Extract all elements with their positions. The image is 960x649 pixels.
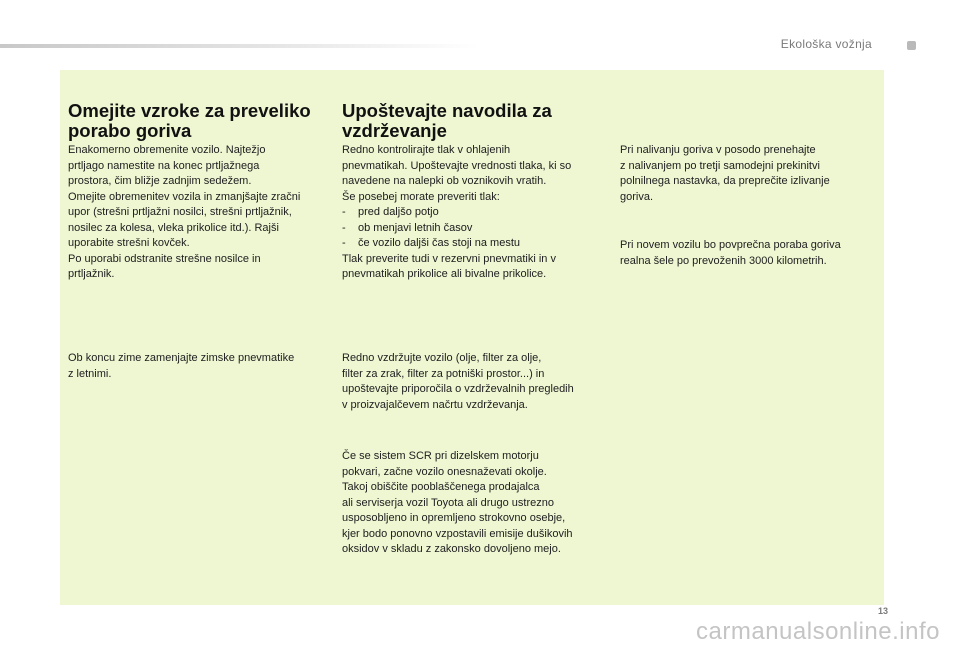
list-item: - če vozilo daljši čas stoji na mestu xyxy=(342,237,521,249)
paragraph-refuelling: Pri nalivanju goriva v posodo prenehajte z nalivanjem po tretji samodejni prekinitvi polnilnega nastavka, da preprečite izlivanje goriva. xyxy=(620,144,830,203)
col2-service-block xyxy=(342,351,604,413)
col1-paragraph-tyres xyxy=(68,351,330,382)
page-number: 13 xyxy=(877,606,888,616)
col1-paragraph-load xyxy=(68,143,330,283)
paragraph-new-vehicle: Pri novem vozilu bo povprečna poraba goriva realna šele po prevoženih 3000 kilometrih. xyxy=(620,239,841,267)
section-title: Ekološka vožnja xyxy=(780,37,872,51)
col3-new-vehicle-block xyxy=(620,238,876,269)
col2-tyre-pressure-block xyxy=(342,143,604,283)
paragraph-tyre-pressure: Redno kontrolirajte tlak v ohlajenih pnevmatikah. Upoštevajte vrednosti tlaka, ki so navedene na nalepki ob voznikovih vratih. Še posebej morate preveriti tlak: xyxy=(342,144,572,203)
col3-refuel-block xyxy=(620,143,876,205)
paragraph-winter-tyres: Ob koncu zime zamenjajte zimske pnevmatike z letnimi. xyxy=(68,352,295,380)
heading-fuel-consumption: Omejite vzroke za preveliko porabo goriva xyxy=(68,100,311,141)
list-item: - ob menjavi letnih časov xyxy=(342,221,473,234)
col2-scr-block xyxy=(342,449,604,558)
header-gradient-rule xyxy=(0,44,480,48)
paragraph-load-vehicle: Enakomerno obremenite vozilo. Najtežjo prtljago namestite na konec prtljažnega prostora, čim bližje zadnjim sedežem. Omejite obremenitev vozila in zmanjšajte zračni upor (strešni prtljažni nosilci, strešni prtljažnik, nosilec za kolesa, vleka prikolice itd.). Rajši uporabite strešni kovček. Po uporabi odstranite strešne nosilce in prtljažnik. xyxy=(68,144,301,280)
heading-maintenance: Upoštevajte navodila za vzdrževanje xyxy=(342,100,552,141)
watermark: carmanualsonline.info xyxy=(696,618,940,645)
list-item: - pred daljšo potjo xyxy=(342,206,439,218)
column-fuel-consumption xyxy=(68,101,330,141)
paragraph-scr-system: Če se sistem SCR pri dizelskem motorju pokvari, začne vozilo onesnaževati okolje. Takoj obiščite pooblaščenega prodajalca ali serviserja vozil Toyota ali drugo ustrezno usposobljeno in opremljeno strokovno osebje, kjer bodo ponovno vzpostavili emisije dušikovih oksidov v skladu z zakonsko dovoljeno mejo. xyxy=(342,450,573,555)
paragraph-regular-service: Redno vzdržujte vozilo (olje, filter za olje, filter za zrak, filter za potniški prostor...) in upoštevajte priporočila o vzdrževalnih pregledih v proizvajalčevem načrtu vzdrževanja. xyxy=(342,352,574,411)
column-maintenance xyxy=(342,101,604,141)
paragraph-spare-tyre: Tlak preverite tudi v rezervni pnevmatiki in v pnevmatikah prikolice ali bivalne prikolice. xyxy=(342,252,556,280)
pressure-check-list xyxy=(342,205,604,252)
corner-square-marker xyxy=(907,41,916,50)
